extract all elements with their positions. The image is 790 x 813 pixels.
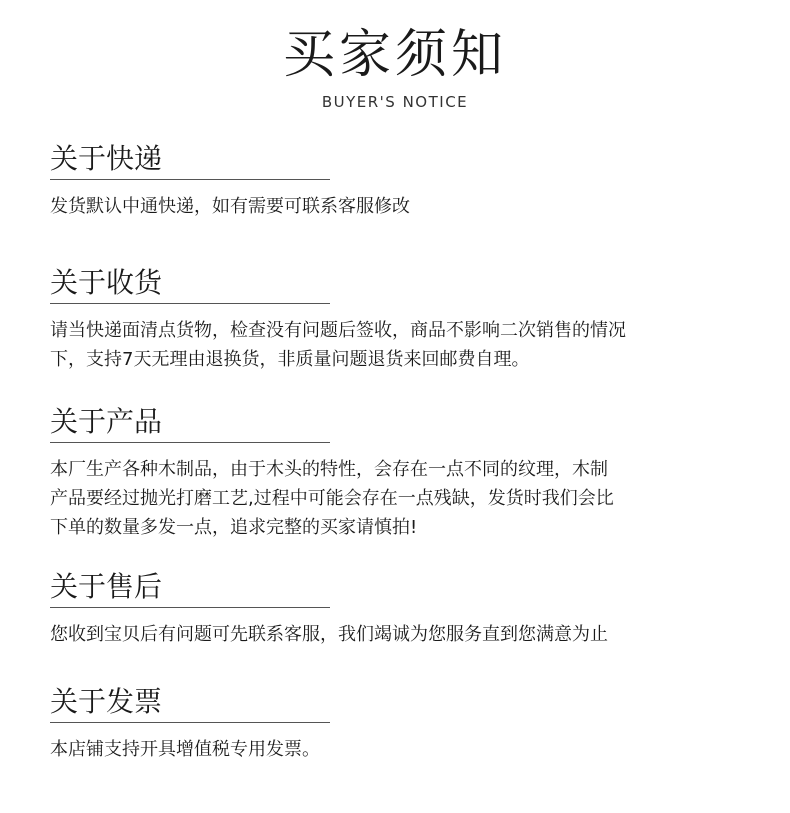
section-title-shipping: 关于快递 xyxy=(50,140,330,180)
notice-header xyxy=(0,22,790,112)
section-invoice xyxy=(50,683,710,764)
page-subtitle: BUYER'S NOTICE xyxy=(321,93,469,111)
section-body-product: 本厂生产各种木制品，由于木头的特性，会存在一点不同的纹理，木制 产品要经过抛光打磨工艺,过程中可能会存在一点残缺，发货时我们会比 下单的数量多发一点，追求完整的买家请慎拍! xyxy=(50,459,614,538)
section-body-receiving: 请当快递面清点货物，检查没有问题后签收，商品不影响二次销售的情况 下，支持7天无理由退换货，非质量问题退货来回邮费自理。 xyxy=(50,320,626,370)
section-body-after-sales: 您收到宝贝后有问题可先联系客服，我们竭诚为您服务直到您满意为止 xyxy=(50,624,608,645)
section-after-sales xyxy=(50,568,710,649)
section-title-product: 关于产品 xyxy=(50,403,330,443)
section-shipping xyxy=(50,140,710,221)
section-title-after-sales: 关于售后 xyxy=(50,568,330,608)
section-body-shipping: 发货默认中通快递，如有需要可联系客服修改 xyxy=(50,196,410,217)
page-title: 买家须知 xyxy=(282,25,507,85)
section-title-invoice: 关于发票 xyxy=(50,683,330,723)
section-product xyxy=(50,403,710,542)
section-receiving xyxy=(50,264,710,374)
section-body-invoice: 本店铺支持开具增值税专用发票。 xyxy=(50,739,320,760)
section-title-receiving: 关于收货 xyxy=(50,264,330,304)
